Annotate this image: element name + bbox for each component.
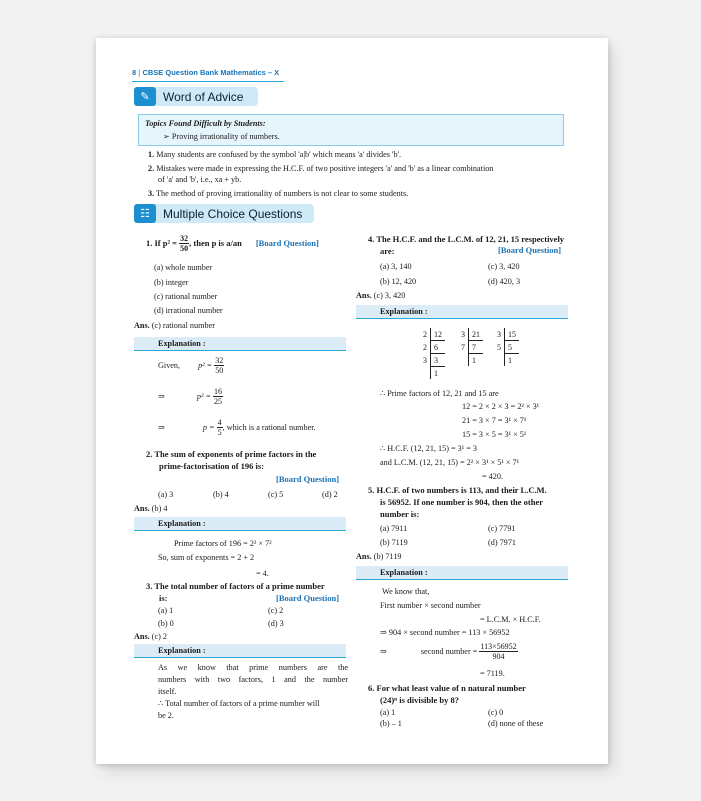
q3-expl-line2: numbers with two factors, 1 and the number — [158, 675, 348, 684]
q2-stem-1: 2. The sum of exponents of prime factors in the — [146, 449, 317, 459]
q2-option-b: (b) 4 — [213, 490, 229, 499]
book-title: CBSE Question Bank Mathematics – X — [142, 68, 280, 77]
q1-option-b: (b) integer — [154, 278, 189, 287]
q5-expl-line3: = L.C.M. × H.C.F. — [480, 615, 541, 624]
q5-option-a: (a) 7911 — [380, 524, 408, 533]
q1-stem: 1. If p² = $\frac{32}{50}$ , then p is a/an [Board Question] — [146, 234, 319, 253]
q3-option-c: (c) 2 — [268, 606, 284, 615]
q3-stem-2: is: — [159, 593, 168, 603]
checklist-icon: ☷ — [134, 204, 156, 223]
mcq-banner — [134, 204, 314, 223]
q2-answer: Ans. (b) 4 — [134, 504, 168, 513]
advice-point-1: 1. Many students are confused by the symbol 'a|b' which means 'a' divides 'b'. — [148, 150, 402, 159]
q4-expl-line4: 15 = 3 × 5 = 3¹ × 5¹ — [462, 430, 527, 439]
q6-option-a: (a) 1 — [380, 708, 396, 717]
q3-answer: Ans. (c) 2 — [134, 632, 167, 641]
q1-expl-line2: ⇒ p² = $\frac{16}{25}$ — [158, 387, 223, 406]
q5-expl-line1: We know that, — [382, 587, 430, 596]
board-tag: [Board Question] — [255, 237, 319, 248]
implies-icon: ⇒ — [380, 647, 387, 656]
page — [96, 38, 608, 764]
q4-expl-line2: 12 = 2 × 2 × 3 = 2² × 3¹ — [462, 402, 540, 411]
division-table-15: 3 15 5 5 1 — [494, 328, 519, 366]
q1-option-d: (d) irrational number — [154, 306, 223, 315]
q4-option-b: (b) 12, 420 — [380, 277, 417, 286]
q2-expl-line2: So, sum of exponents = 2 + 2 — [158, 553, 255, 562]
q3-board-tag: [Board Question] — [276, 593, 340, 603]
running-header: 8 | CBSE Question Bank Mathematics – X — [132, 68, 280, 77]
q6-option-d: (d) none of these — [488, 719, 544, 728]
division-table-12: 2 12 2 6 3 3 1 — [420, 328, 445, 379]
topics-box — [138, 114, 564, 146]
mcq-title: Multiple Choice Questions — [163, 206, 303, 221]
q2-option-d: (d) 2 — [322, 490, 338, 499]
q3-option-a: (a) 1 — [158, 606, 174, 615]
page-number: 8 — [132, 68, 137, 77]
q3-option-b: (b) 0 — [158, 619, 174, 628]
q4-option-c: (c) 3, 420 — [488, 262, 520, 271]
q3-expl-line4: ∴ Total number of factors of a prime number will — [158, 699, 320, 708]
q2-expl-line3: = 4. — [256, 569, 269, 578]
division-table-21: 3 21 7 7 1 — [458, 328, 483, 366]
banner-title: Word of Advice — [163, 89, 244, 104]
q6-option-b: (b) – 1 — [380, 719, 402, 728]
arrow-bullet-icon: ➢ — [163, 132, 172, 141]
topic-item: ➢ Proving irrationality of numbers. — [163, 132, 280, 141]
q6-stem-2: (24)ⁿ is divisible by 8? — [380, 695, 459, 705]
q5-stem-3: number is: — [380, 509, 420, 519]
q3-expl-line3: itself. — [158, 687, 177, 696]
q1-option-a: (a) whole number — [154, 263, 213, 272]
q5-expl-line6: = 7119. — [480, 669, 505, 678]
q4-expl-line3: 21 = 3 × 7 = 3¹ × 7¹ — [462, 416, 527, 425]
q3-expl-line1: As we know that prime numbers are the — [158, 663, 348, 672]
q5-expl-line4: ⇒ 904 × second number = 113 × 56952 — [380, 628, 510, 637]
q5-option-d: (d) 7971 — [488, 538, 516, 547]
q4-stem-2: are: — [380, 246, 395, 256]
note-pencil-icon: ✎ — [134, 87, 156, 106]
q3-stem-1: 3. The total number of factors of a prime number — [146, 581, 325, 591]
q5-stem-2: is 56952. If one number is 904, then the other — [380, 497, 543, 507]
q5-stem-1: 5. H.C.F. of two numbers is 113, and their L.C.M. — [368, 485, 547, 495]
q3-expl-line5: be 2. — [158, 711, 174, 720]
q4-expl-line6: and L.C.M. (12, 21, 15) = 2² × 3¹ × 5¹ × 7¹ — [380, 458, 520, 467]
q3-option-d: (d) 3 — [268, 619, 284, 628]
q6-option-c: (c) 0 — [488, 708, 504, 717]
q2-stem-2: prime-factorisation of 196 is: — [159, 461, 265, 471]
q1-answer: Ans. (c) rational number — [134, 321, 215, 330]
word-of-advice-banner — [134, 87, 258, 106]
q4-option-d: (d) 420, 3 — [488, 277, 521, 286]
q2-option-a: (a) 3 — [158, 490, 174, 499]
q3-explanation-bar: Explanation : — [134, 644, 346, 658]
q4-answer: Ans. (c) 3, 420 — [356, 291, 406, 300]
q2-option-c: (c) 5 — [268, 490, 284, 499]
q4-expl-line7: = 420. — [482, 472, 503, 481]
q4-option-a: (a) 3, 140 — [380, 262, 412, 271]
q1-explanation-bar: Explanation : — [134, 337, 346, 351]
advice-point-2: 2. Mistakes were made in expressing the H.C.F. of two positive integers 'a' and 'b' as a linear combination — [148, 164, 494, 173]
q1-option-c: (c) rational number — [154, 292, 218, 301]
implies-icon: ⇒ — [158, 392, 165, 401]
q5-answer: Ans. (b) 7119 — [356, 552, 402, 561]
q6-stem-1: 6. For what least value of n natural number — [368, 683, 526, 693]
advice-point-2-cont: of 'a' and 'b', i.e., xa + yb. — [158, 175, 242, 184]
q5-option-b: (b) 7119 — [380, 538, 408, 547]
q2-expl-line1: Prime factors of 196 = 2² × 7² — [174, 539, 272, 548]
q5-explanation-bar: Explanation : — [356, 566, 568, 580]
q1-expl-line1: Given, p² = $\frac{32}{50}$ — [158, 356, 224, 375]
q5-expl-line2: First number × second number — [380, 601, 481, 610]
q4-stem-1: 4. The H.C.F. and the L.C.M. of 12, 21, 15 respectively — [368, 234, 565, 244]
implies-icon: ⇒ — [158, 423, 165, 432]
q2-explanation-bar: Explanation : — [134, 517, 346, 531]
q4-board-tag: [Board Question] — [498, 245, 562, 255]
q4-expl-line1: ∴ Prime factors of 12, 21 and 15 are — [380, 389, 499, 398]
q4-expl-line5: ∴ H.C.F. (12, 21, 15) = 3¹ = 3 — [380, 444, 477, 453]
topics-title: Topics Found Difficult by Students: — [145, 119, 266, 128]
q4-explanation-bar: Explanation : — [356, 305, 568, 319]
q5-expl-line5: ⇒ second number = $\frac{113\times 56952}{904}$ — [380, 642, 517, 661]
header-rule — [132, 81, 284, 82]
advice-point-3: 3. The method of proving irrationality of numbers is not clear to some students. — [148, 189, 409, 198]
q1-expl-line3: ⇒ p = $\frac{4}{5}$ , which is a rational number. — [158, 418, 316, 437]
q2-board-tag: [Board Question] — [276, 474, 340, 484]
q5-option-c: (c) 7791 — [488, 524, 516, 533]
